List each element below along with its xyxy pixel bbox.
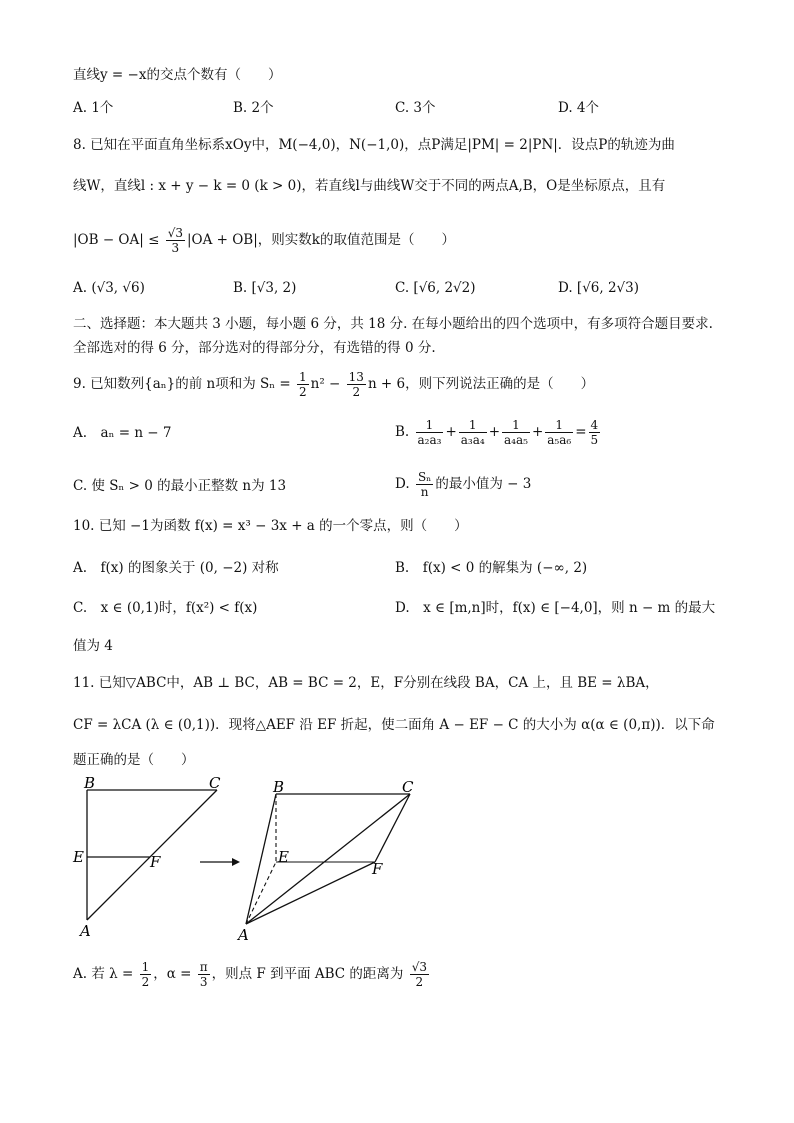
q9-fraction-1-num: 1	[299, 370, 307, 384]
q7-option-a[interactable]: A. 1个	[73, 100, 114, 116]
q8-option-d[interactable]: D. [√6, 2√3)	[558, 280, 640, 296]
q8-vector-expr-right: |OA + OB|，则实数k的取值范围是（ ）	[186, 232, 455, 248]
q11-option-a-part1: A. 若 λ =	[73, 966, 138, 982]
fraction-den: 3	[199, 975, 208, 989]
term-den: a₄a₅	[504, 433, 528, 447]
q10-option-c[interactable]: C. x ∈ (0,1)时，f(x²) < f(x)	[73, 600, 258, 616]
q9-option-d-text: 的最小值为 − 3	[435, 476, 532, 492]
left-label-f: F	[150, 853, 161, 871]
q11-stem-line1: 11. 已知▽ABC中，AB ⊥ BC，AB = BC = 2，E，F分别在线段 BA，CA 上，且 BE = λBA，	[73, 675, 659, 691]
q7-option-c[interactable]: C. 3个	[395, 100, 436, 116]
q8-fraction	[166, 226, 185, 255]
arrow-icon	[200, 858, 240, 866]
q9-option-d-fraction	[416, 470, 433, 499]
left-label-e: E	[73, 848, 84, 866]
right-label-b: B	[273, 778, 285, 796]
right-folded-figure	[236, 778, 414, 944]
left-label-c: C	[209, 774, 221, 792]
term-den: a₂a₃	[417, 433, 442, 447]
q11-option-a-part2: ，α =	[153, 966, 196, 982]
q8-stem-line1: 8. 已知在平面直角坐标系xOy中，M(−4,0)，N(−1,0)，点P满足|PM| = 2|PN|．设点P的轨迹为曲	[73, 137, 675, 153]
right-label-a: A	[238, 926, 249, 944]
q7-stem-tail: 直线y = −x的交点个数有（ ）	[73, 67, 282, 83]
q11-stem-line3: 题正确的是（ ）	[73, 752, 195, 768]
q11-option-a-part3: ，则点 F 到平面 ABC 的距离为	[211, 966, 408, 982]
q8-option-a[interactable]: A. (√3, √6)	[73, 280, 145, 296]
fraction-num: Sₙ	[417, 470, 432, 484]
q8-option-c[interactable]: C. [√6, 2√2)	[395, 280, 476, 296]
q9-fraction-2	[347, 370, 366, 399]
result-num: 4	[590, 418, 599, 432]
left-triangle	[72, 774, 221, 940]
q8-fraction-num: √3	[167, 226, 183, 240]
q11-stem-line2: CF = λCA (λ ∈ (0,1))．现将△AEF 沿 EF 折起，使二面角 A − EF − C 的大小为 α(α ∈ (0,π))．以下命	[73, 717, 715, 733]
section2-instruction-line1: 二、选择题：本大题共 3 小题，每小题 6 分，共 18 分. 在每小题给出的四个选项中，有多项符合题目要求.	[73, 316, 713, 332]
result-den: 5	[590, 433, 599, 447]
q10-option-b[interactable]: B. f(x) < 0 的解集为 (−∞, 2)	[395, 560, 588, 576]
term-num: 1	[502, 418, 530, 433]
right-label-c: C	[402, 778, 414, 796]
q10-option-a[interactable]: A. f(x) 的图象关于 (0, −2) 对称	[73, 560, 279, 576]
geometry-figure	[70, 770, 440, 950]
fraction-num: √3	[411, 960, 427, 974]
term-num: 1	[416, 418, 444, 433]
q11-option-a[interactable]	[73, 960, 431, 989]
q9-stem-part3: n + 6，则下列说法正确的是（ ）	[367, 376, 595, 392]
q10-stem: 10. 已知 −1为函数 f(x) = x³ − 3x + a 的一个零点，则（ ）	[73, 518, 468, 534]
q9-option-b[interactable]: B. $\frac{1}{\text{a₂a₃}}$ + $\frac{1}{\text{a₃a₄}}$ + $\frac{1}{\text{a₄a₅}}$ + $\frac{1}{\text{a₅a₆}}$ = $\frac{4}{5}$	[395, 418, 599, 447]
fraction-num: π	[199, 960, 208, 974]
geometry-figure-svg	[70, 770, 440, 950]
q8-stem-line2: 线W，直线l : x + y − k = 0 (k > 0)，若直线l与曲线W交于不同的两点A,B，O是坐标原点，且有	[73, 178, 666, 194]
q9-option-b-term-3	[502, 418, 530, 447]
q9-option-b-term-2	[459, 418, 487, 447]
q9-fraction-1-den: 2	[299, 385, 307, 399]
q9-stem-part1: 9. 已知数列{aₙ}的前 n项和为 Sₙ =	[73, 376, 295, 392]
q9-option-b-result	[589, 418, 601, 447]
term-num: 1	[545, 418, 573, 433]
term-den: a₃a₄	[460, 433, 485, 447]
q9-fraction-2-den: 2	[352, 385, 361, 399]
q9-option-c[interactable]: C. 使 Sₙ > 0 的最小正整数 n为 13	[73, 478, 287, 494]
q9-option-a[interactable]: A. aₙ = n − 7	[73, 425, 172, 441]
q9-option-b-label: B.	[395, 424, 410, 440]
fraction-den: n	[420, 485, 429, 499]
q9-fraction-1	[297, 370, 309, 399]
q8-fraction-den: 3	[171, 241, 180, 255]
q10-option-d[interactable]: D. x ∈ [m,n]时，f(x) ∈ [−4,0]，则 n − m 的最大	[395, 600, 716, 616]
q9-stem	[73, 370, 594, 399]
q11-fraction-lambda	[140, 960, 152, 989]
q11-fraction-distance	[410, 960, 429, 989]
section2-instruction-line2: 全部选对的得 6 分，部分选对的得部分分，有选错的得 0 分.	[73, 340, 436, 356]
q7-option-d[interactable]: D. 4个	[558, 100, 600, 116]
q8-stem-line3	[73, 226, 455, 255]
fraction-den: 2	[415, 975, 424, 989]
fraction-den: 2	[141, 975, 150, 989]
q10-option-d-continuation: 值为 4	[73, 638, 113, 654]
q9-stem-part2: n² −	[310, 376, 345, 392]
q7-option-b[interactable]: B. 2个	[233, 100, 274, 116]
fraction-num: 1	[141, 960, 150, 974]
q8-vector-expr-left: |OB − OA| ≤	[73, 232, 164, 248]
q9-option-d-label: D.	[395, 476, 410, 492]
q9-option-d[interactable]	[395, 470, 531, 499]
right-label-f: F	[372, 860, 383, 878]
q9-fraction-2-num: 13	[348, 370, 364, 384]
q9-option-b-term-4	[545, 418, 573, 447]
left-label-b: B	[84, 774, 96, 792]
left-label-a: A	[80, 922, 91, 940]
right-label-e: E	[278, 848, 289, 866]
q11-fraction-alpha	[198, 960, 210, 989]
q9-option-b-term-1	[416, 418, 444, 447]
term-den: a₅a₆	[547, 433, 572, 447]
term-num: 1	[459, 418, 487, 433]
q8-option-b[interactable]: B. [√3, 2)	[233, 280, 297, 296]
